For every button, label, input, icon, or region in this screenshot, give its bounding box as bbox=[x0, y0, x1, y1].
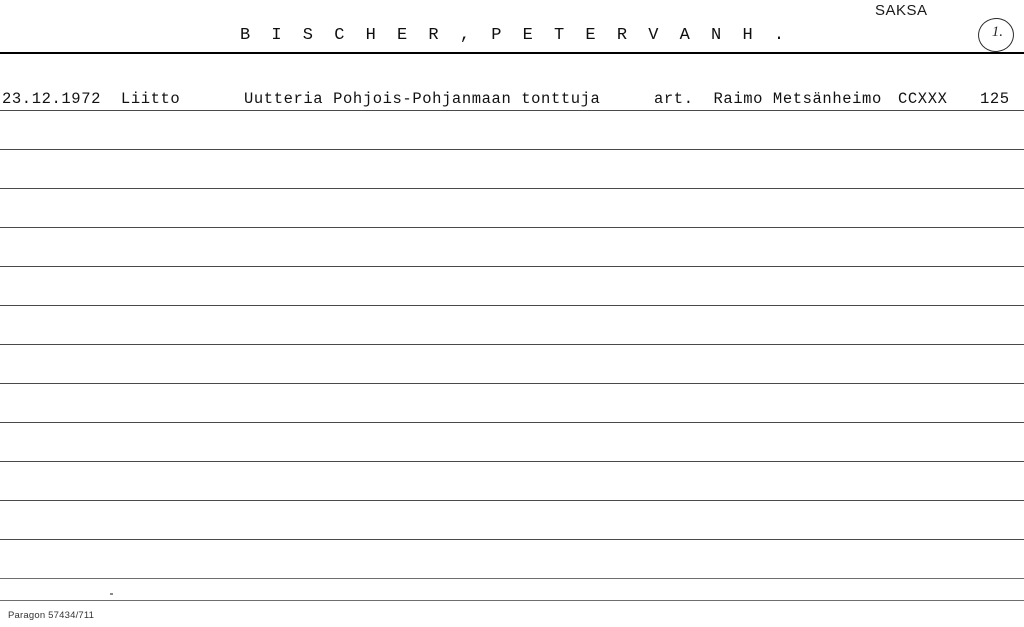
page-number-circle bbox=[976, 16, 1015, 54]
footer-imprint: Paragon 57434/711 bbox=[8, 610, 95, 621]
entry-number: 125 bbox=[980, 90, 1010, 108]
header-divider bbox=[0, 52, 1024, 54]
entry-article-label: art. bbox=[654, 90, 694, 108]
rule-line bbox=[0, 188, 1024, 189]
entry-date: 23.12.1972 bbox=[2, 90, 102, 108]
rule-line bbox=[0, 266, 1024, 267]
rule-line bbox=[0, 227, 1024, 228]
rule-line bbox=[0, 539, 1024, 540]
entry-source: Liitto bbox=[120, 90, 181, 108]
entry-date-source bbox=[2, 90, 180, 108]
page-title: B I S C H E R , P E T E R V A N H . bbox=[240, 26, 790, 45]
rule-line bbox=[0, 383, 1024, 384]
entry-author: Raimo Metsänheimo bbox=[713, 90, 882, 108]
rule-line bbox=[0, 422, 1024, 423]
country-label: SAKSA bbox=[875, 2, 928, 19]
paper-speck bbox=[110, 593, 113, 595]
rule-line bbox=[0, 500, 1024, 501]
entry-author-block bbox=[654, 90, 882, 108]
entry-title: Uutteria Pohjois-Pohjanmaan tonttuja bbox=[244, 90, 601, 108]
rule-line-bottom bbox=[0, 600, 1024, 601]
page-number: 1. bbox=[991, 23, 1003, 40]
rule-line bbox=[0, 149, 1024, 150]
entry-classification: CCXXX bbox=[898, 90, 948, 108]
rule-line bbox=[0, 578, 1024, 579]
rule-line bbox=[0, 305, 1024, 306]
rule-line bbox=[0, 110, 1024, 111]
rule-line bbox=[0, 344, 1024, 345]
rule-line bbox=[0, 461, 1024, 462]
